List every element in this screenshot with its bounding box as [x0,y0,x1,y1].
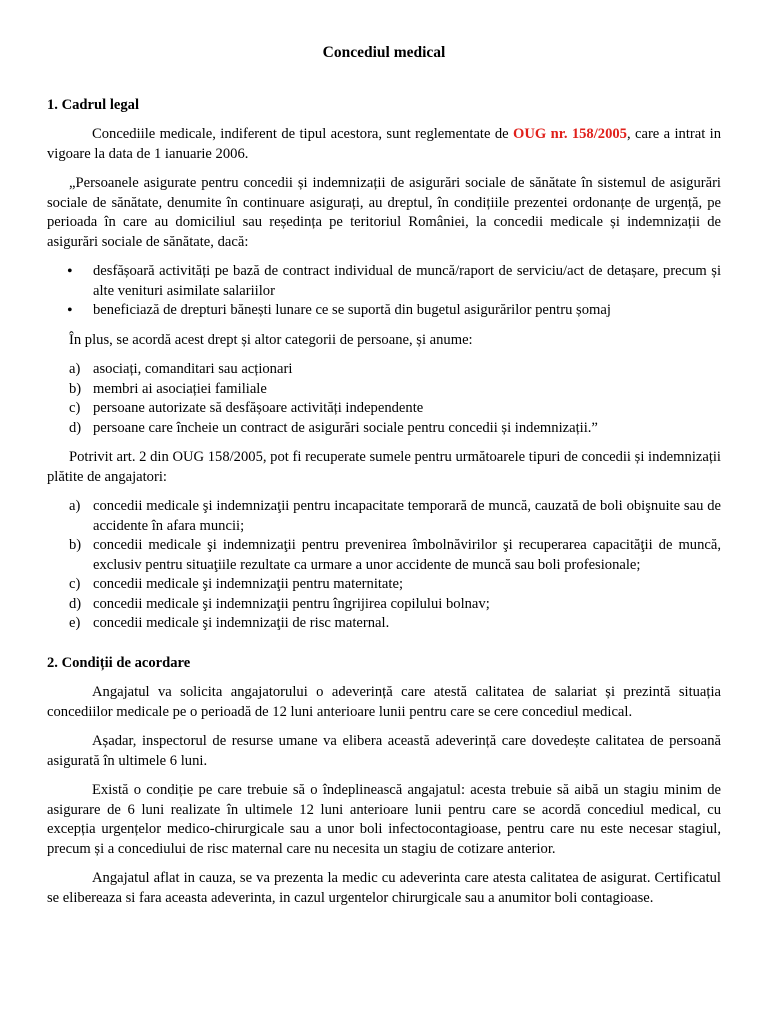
list-item [47,595,721,615]
paragraph-text: Concediile medicale, indiferent de tipul acestora, sunt reglementate de [92,126,513,142]
list-item-text: concedii medicale şi indemnizaţii pentru incapacitate temporară de muncă, cauzată de boli obişnuite sau de accidente în afara muncii; [93,498,721,534]
list-item [47,614,721,634]
list-item [47,262,721,301]
list-marker: e) [69,615,81,631]
list-marker: b) [69,537,82,553]
list-item [47,419,721,439]
paragraph-hr-inspector: Așadar, inspectorul de resurse umane va elibera această adeverință care dovedește calitatea de persoană asigurată în ultimele 6 luni. [47,733,721,769]
list-marker: a) [69,361,81,377]
section-heading-legal-framework: 1. Cadrul legal [47,96,140,113]
list-item-text: concedii medicale şi indemnizaţii pentru îngrijirea copilului bolnav; [93,595,490,612]
list-marker: a) [69,498,81,514]
list-item-text: membri ai asociației familiale [93,380,267,397]
list-marker: c) [69,400,81,416]
list-item-text: persoane autorizate să desfășoare activități independente [93,400,424,416]
paragraph-minimum-stage: Există o condiție pe care trebuie să o îndeplinească angajatul: acesta trebuie să aibă un stagiu minim de asigurare de 6 luni realizate în ultimele 12 luni anterioare lunii pentru care se acordă concediul medical, cu excepția urgențelor medico-chirurgicale sau a unor boli infectocontagioase, pentru care nu este necesar stagiul, precum și a concediului de risc maternal care nu necesita un stagiu de cotizare anterior. [47,782,721,857]
paragraph-text: , care a intrat in vigoare la data de 1 ianuarie 2006. [47,126,721,162]
lettered-list-categories [47,360,721,438]
list-item [47,399,721,419]
paragraph-other-categories: În plus, se acordă acest drept și altor categorii de persoane, și anume: [69,331,473,348]
list-item-text: persoane care încheie un contract de asigurări sociale pentru concedii și indemnizații.” [93,419,598,436]
lettered-list-leave-types [47,497,721,634]
list-marker: d) [69,595,82,612]
paragraph-regulation [47,125,721,164]
list-item [47,497,721,536]
list-item-text: desfășoară activități pe bază de contract individual de muncă/raport de serviciu/act de detașare, precum și alte venituri asimilate salariilor [93,263,721,299]
list-item [47,536,721,575]
list-item-text: concedii medicale şi indemnizaţii de risc maternal. [93,615,390,631]
list-item [47,301,721,321]
list-item-text: asociați, comanditari sau acționari [93,361,293,377]
list-item-text: concedii medicale şi indemnizaţii pentru prevenirea îmbolnăvirilor şi recuperarea capacităţii de muncă, exclusiv pentru situaţiile rezultate ca urmare a unor accidente de muncă sau boli profesionale; [93,537,721,573]
bullet-list [47,262,721,321]
document-title: Concediul medical [322,44,446,61]
paragraph-quote-insured: „Persoanele asigurate pentru concedii și indemnizații de asigurări sociale de sănătate în sistemul de asigurări sociale de sănătate, denumite în continuare asigurați, au dreptul, în condițiile prezentei ordonanțe de urgență, pe perioada în care au domiciliul sau reședința pe teritoriul României, la concedii medicale și indemnizații de asigurări sociale de sănătate, dacă: [47,175,721,250]
bullet-icon: • [67,263,73,280]
list-item [47,575,721,595]
list-marker: c) [69,576,81,592]
list-item-text: concedii medicale şi indemnizaţii pentru maternitate; [93,576,403,592]
highlighted-law-reference: OUG nr. 158/2005 [512,126,627,142]
list-marker: d) [69,419,82,436]
list-marker: b) [69,380,82,397]
list-item [47,360,721,380]
paragraph-medical-visit: Angajatul aflat in cauza, se va prezenta la medic cu adeverinta care atesta calitatea de asigurat. Certificatul se elibereaza si fara aceasta adeverinta, in cazul urgentelor chirurgicale sau a anumitor boli contagioase. [47,870,721,906]
bullet-icon: • [67,302,73,319]
list-item-text: beneficiază de drepturi bănești lunare ce se suportă din bugetul asigurărilor pentru șomaj [93,302,611,318]
paragraph-certificate-request: Angajatul va solicita angajatorului o adeverință care atestă calitatea de salariat și prezintă situația concediilor medicale pe o perioadă de 12 luni anterioare lunii pentru care se cere concediul medical. [47,684,721,720]
paragraph-recoverable-sums: Potrivit art. 2 din OUG 158/2005, pot fi recuperate sumele pentru următoarele tipuri de concedii și indemnizații plătite de angajatori: [47,449,721,485]
section-heading-conditions: 2. Condiții de acordare [47,654,191,671]
list-item [47,380,721,400]
